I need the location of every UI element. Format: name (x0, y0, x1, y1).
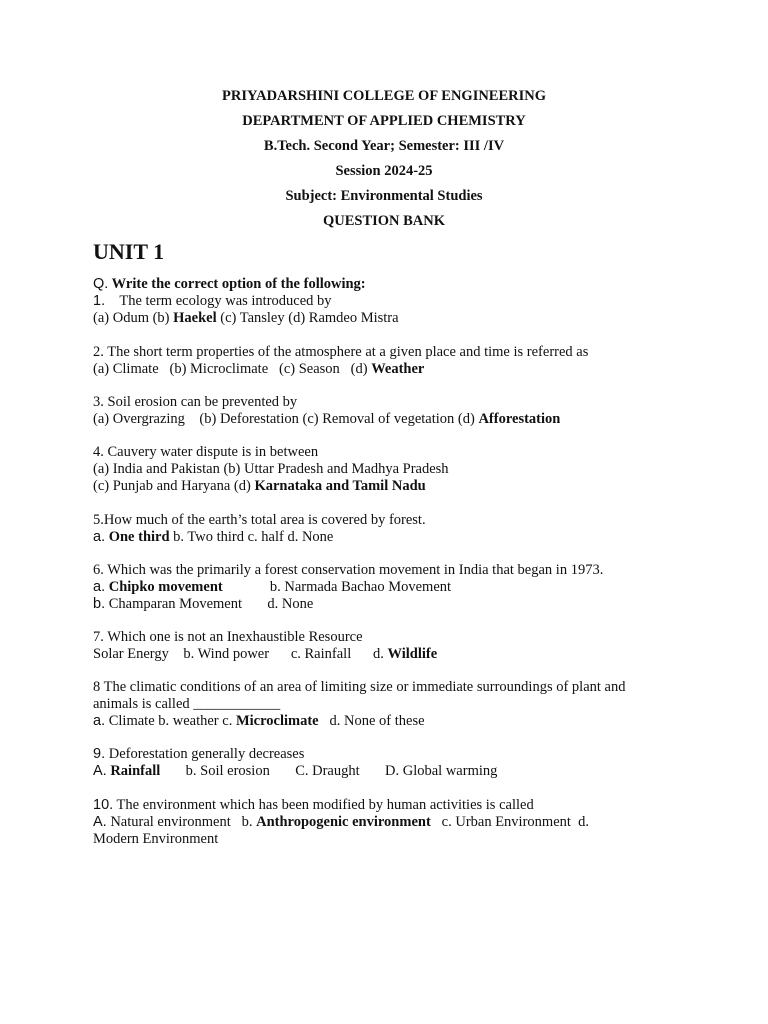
question-text: (c) Punjab and Haryana (d) (93, 478, 255, 494)
question-8-line-1 (93, 678, 625, 696)
answer-highlight: Rainfall (110, 763, 161, 779)
question-text: 6. Which was the primarily a forest conservation movement in India that began in 1973. (93, 562, 604, 578)
question-text: d. None of these (318, 713, 425, 729)
question-7-line-2 (93, 645, 437, 663)
question-text: The term ecology was introduced by (105, 293, 332, 309)
question-text: 2. The short term properties of the atmosphere at a given place and time is referred as (93, 344, 589, 360)
instruction-text: Write the correct option of the following: (108, 276, 366, 292)
answer-highlight: Weather (371, 361, 425, 377)
question-10-line-1 (93, 796, 534, 814)
question-text: b. Two third c. half d. None (169, 529, 334, 545)
question-text: a. (93, 713, 106, 729)
question-text: Modern Environment (93, 831, 219, 847)
question-1-line-2 (93, 309, 399, 327)
question-7-line-1 (93, 628, 363, 646)
session-info: Session 2024-25 (335, 163, 433, 179)
question-10-line-2 (93, 813, 589, 831)
question-text: Champaran Movement d. None (105, 596, 314, 612)
question-9-line-2 (93, 762, 497, 780)
question-text: Deforestation generally decreases (105, 746, 305, 762)
question-text: Natural environment b. (106, 814, 257, 830)
question-text: c. Urban Environment d. (430, 814, 590, 830)
question-3-line-1 (93, 393, 297, 411)
question-text: A. (93, 763, 107, 779)
answer-highlight: One third (108, 529, 170, 545)
question-2-line-1 (93, 343, 588, 361)
question-5-line-2 (93, 528, 333, 546)
question-text: (a) Climate (b) Microclimate (c) Season (d) (93, 361, 372, 377)
department-name: DEPARTMENT OF APPLIED CHEMISTRY (242, 113, 526, 129)
question-text: b. (93, 596, 106, 612)
question-text: Climate b. weather c. (105, 713, 236, 729)
instruction-line (93, 275, 366, 293)
question-text: Solar Energy b. Wind power c. Rainfall d. (93, 646, 388, 662)
unit-title: UNIT 1 (93, 239, 165, 264)
question-text: 1. (93, 293, 106, 309)
answer-highlight: Wildlife (387, 646, 438, 662)
answer-highlight: Anthropogenic environment (256, 814, 431, 830)
document-type: QUESTION BANK (322, 213, 446, 229)
question-text: 8 The climatic conditions of an area of limiting size or immediate surroundings of plant and (93, 679, 626, 695)
question-8-line-3 (93, 712, 425, 730)
question-4-line-1 (93, 443, 318, 461)
question-1-line-1 (93, 292, 332, 310)
question-text: b. Narmada Bachao Movement (222, 579, 452, 595)
question-4-line-2 (93, 460, 449, 478)
question-8-line-2 (93, 695, 280, 713)
answer-highlight: Karnataka and Tamil Nadu (254, 478, 426, 494)
question-text: 10. (93, 797, 114, 813)
college-name: PRIYADARSHINI COLLEGE OF ENGINEERING (221, 88, 547, 104)
question-text: 5.How much of the earth’s total area is covered by forest. (93, 512, 426, 528)
question-text: 7. Which one is not an Inexhaustible Resource (93, 629, 363, 645)
course-info: B.Tech. Second Year; Semester: III /IV (263, 138, 505, 154)
question-text: 3. Soil erosion can be prevented by (93, 394, 298, 410)
question-text: (a) Overgrazing (b) Deforestation (c) Removal of vegetation (d) (93, 411, 479, 427)
question-text: 9. (93, 746, 106, 762)
question-4-line-3 (93, 477, 426, 495)
question-text: A. (93, 814, 107, 830)
subject-info: Subject: Environmental Studies (285, 188, 483, 204)
question-text: 4. Cauvery water dispute is in between (93, 444, 319, 460)
question-text: a. (93, 579, 106, 595)
question-text: animals is called ____________ (93, 696, 281, 712)
answer-highlight: Microclimate (235, 713, 319, 729)
answer-highlight: Haekel (173, 310, 217, 326)
answer-highlight: Afforestation (478, 411, 561, 427)
question-text: (a) India and Pakistan (b) Uttar Pradesh and Madhya Pradesh (93, 461, 449, 477)
question-2-line-2 (93, 360, 424, 378)
question-text: a. (93, 529, 106, 545)
question-6-line-1 (93, 561, 603, 579)
instruction-prefix: Q. (93, 276, 109, 292)
question-10-line-3 (93, 830, 218, 848)
answer-highlight: Chipko movement (108, 579, 223, 595)
question-6-line-3 (93, 595, 313, 613)
question-9-line-1 (93, 745, 304, 763)
question-text: (c) Tansley (d) Ramdeo Mistra (216, 310, 399, 326)
question-3-line-2 (93, 410, 560, 428)
question-6-line-2 (93, 578, 451, 596)
question-text: b. Soil erosion C. Draught D. Global warming (160, 763, 498, 779)
question-5-line-1 (93, 511, 426, 529)
question-text: (a) Odum (b) (93, 310, 174, 326)
question-text: The environment which has been modified by human activities is called (113, 797, 534, 813)
